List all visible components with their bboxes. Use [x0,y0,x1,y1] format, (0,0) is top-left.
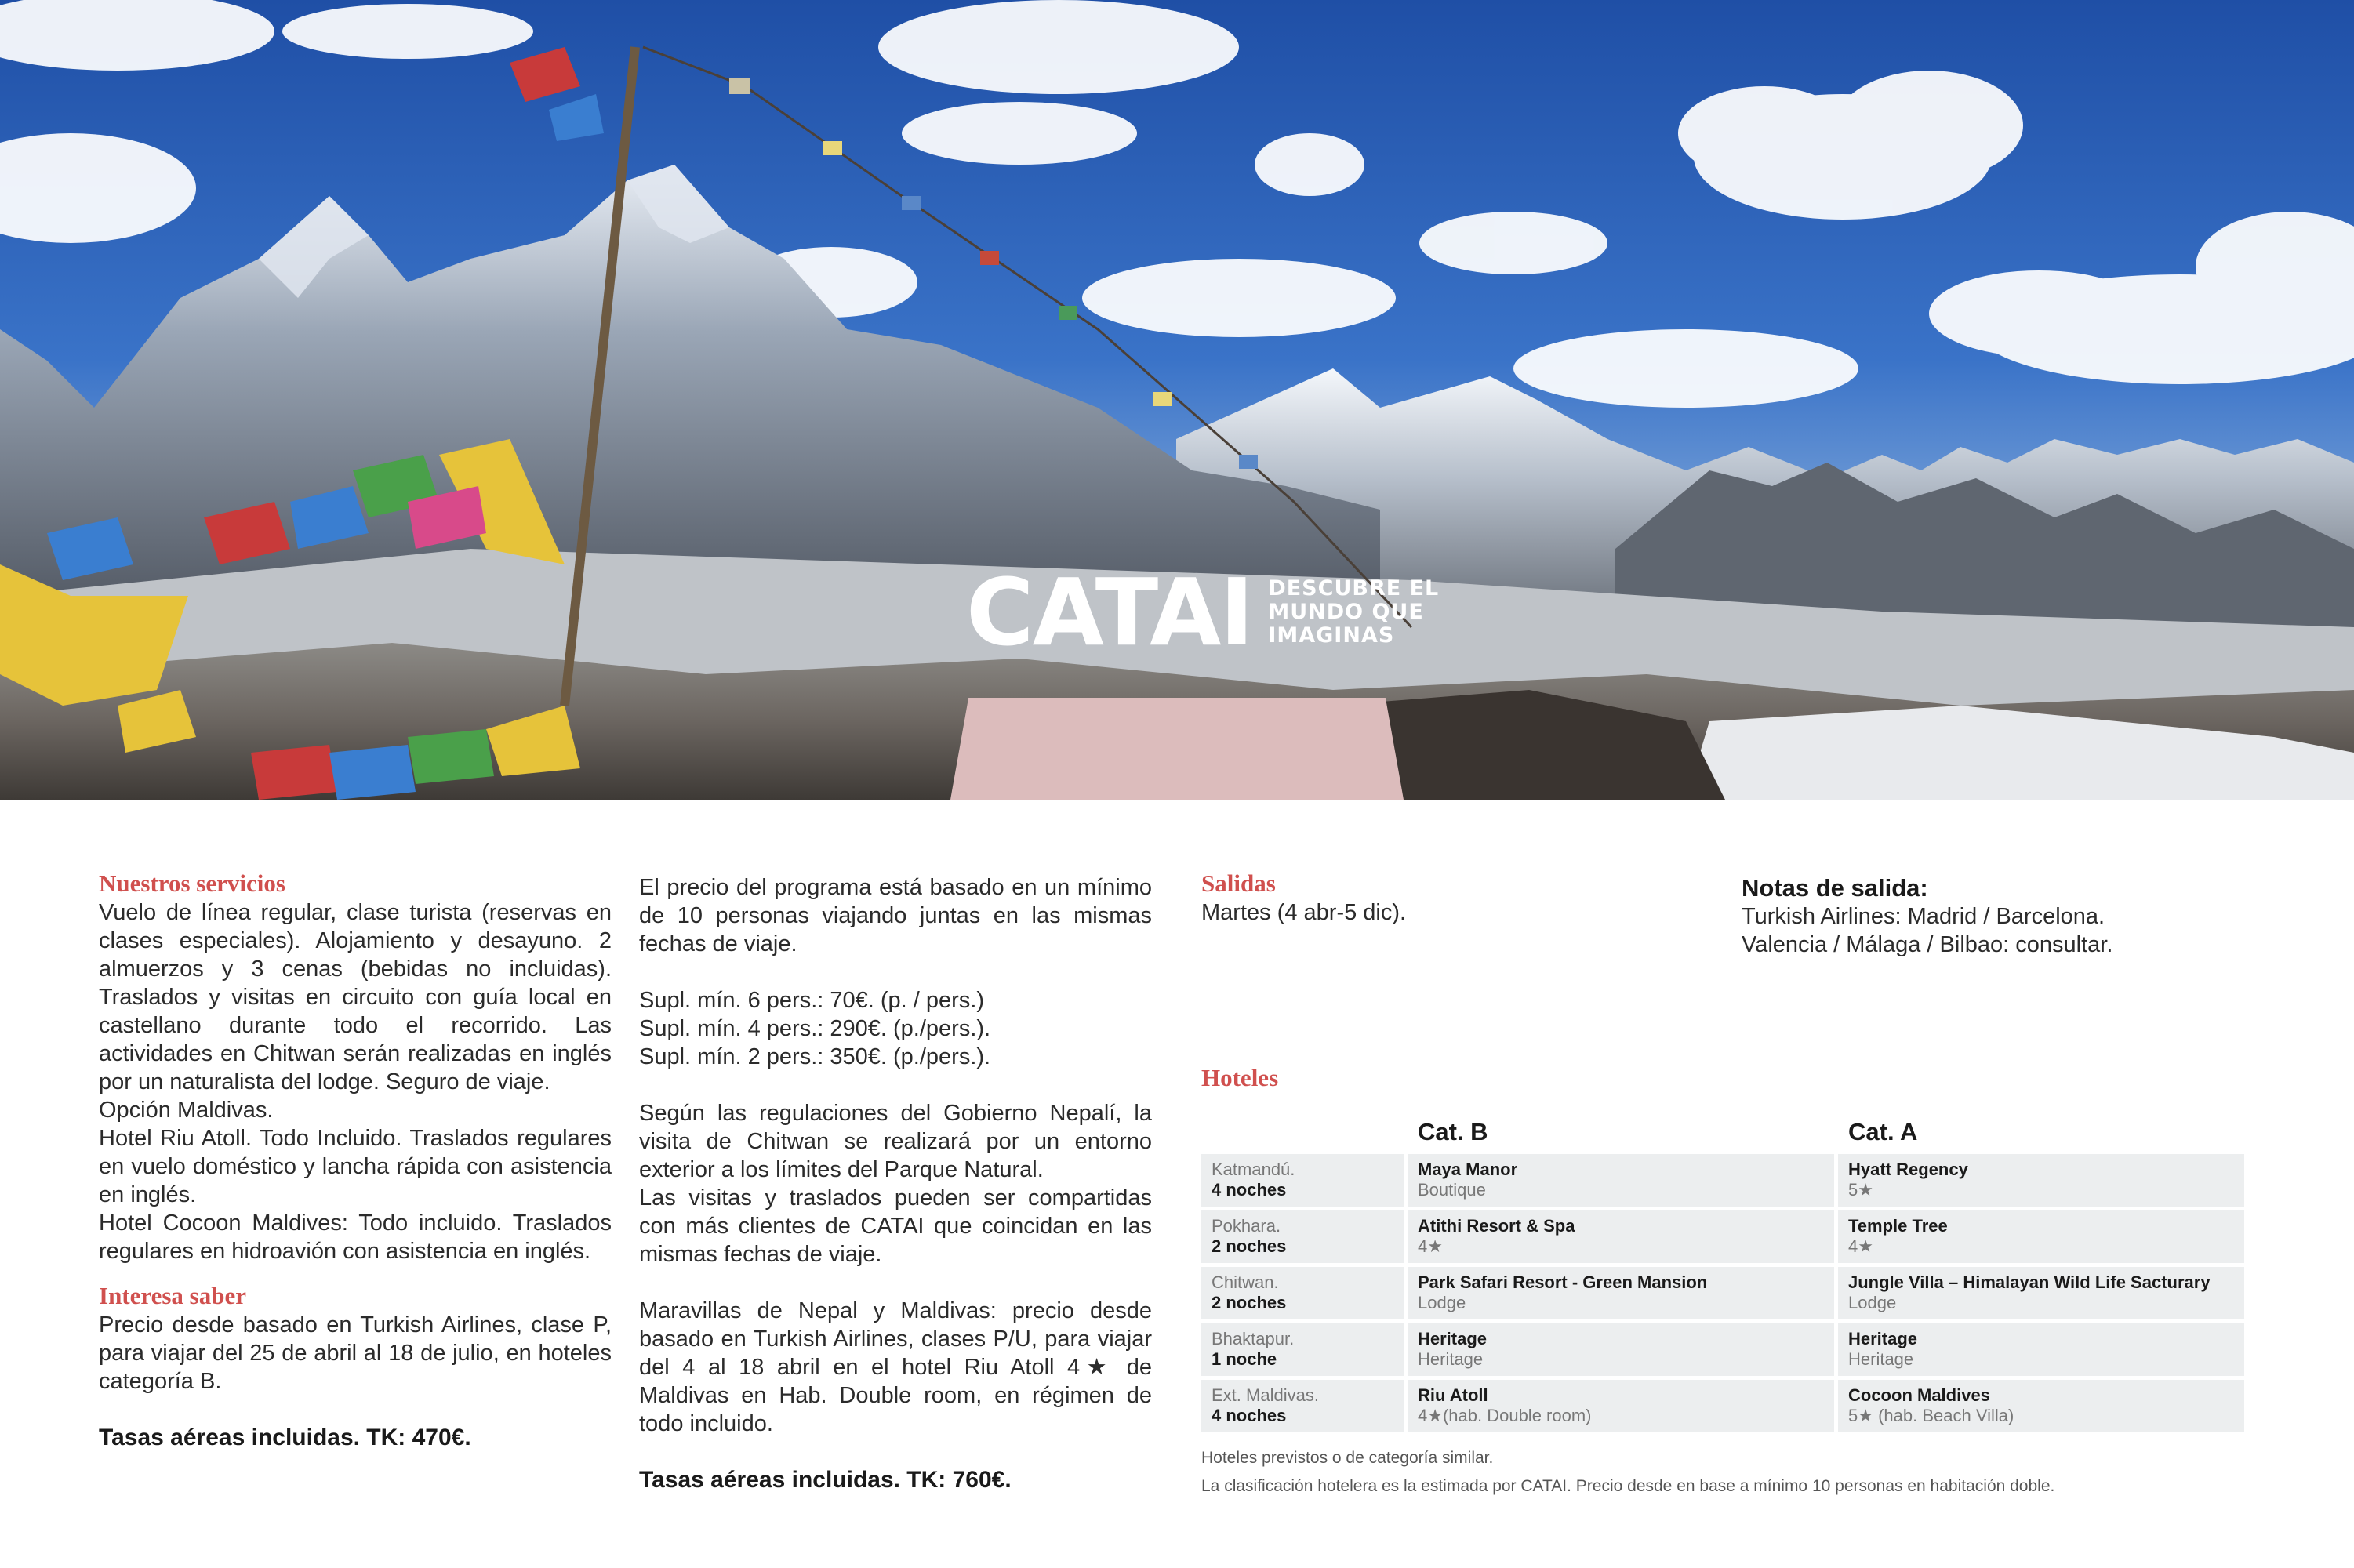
notas-title: Notas de salida: [1742,874,1928,902]
hotel-name: Temple Tree [1848,1216,1948,1236]
hotel-name: Cocoon Maldives [1848,1385,1990,1405]
regulaciones-text: Según las regulaciones del Gobierno Nepalí, la visita de Chitwan se realizará por un entorno exterior a los límites del Parque Natural. [639,1101,1152,1182]
table-row [1201,1267,2244,1319]
hotel-name: Park Safari Resort - Green Mansion [1418,1272,1708,1292]
hotel-category: Lodge [1848,1293,1897,1312]
footnote-line: La clasificación hotelera es la estimada por CATAI. Precio desde en base a mínimo 10 personas en habitación doble. [1201,1477,2055,1495]
logo-tagline [1268,577,1439,648]
servicios-title: Nuestros servicios [99,869,285,897]
tagline-line: IMAGINAS [1268,623,1395,648]
hotel-category: 5★ (hab. Beach Villa) [1848,1406,2014,1425]
cat-a-cell [1838,1380,2244,1432]
cat-a-cell [1838,1154,2244,1207]
interesa-text: Precio desde basado en Turkish Airlines, clase P, para viajar del 25 de abril al 18 de julio, en hoteles categoría B. [99,1312,612,1394]
hotel-category: 5★ [1848,1180,1873,1200]
suplemento-line: Supl. mín. 6 pers.: 70€. (p. / pers.) [639,988,985,1013]
hotel-name: Heritage [1418,1329,1488,1348]
servicios-text: Hotel Riu Atoll. Todo Incluido. Traslados regulares en vuelo doméstico y lancha rápida con asistencia en inglés. [99,1126,612,1207]
city-name: Katmandú. [1212,1160,1295,1179]
servicios-column [99,869,612,1452]
compartidas-text: Las visitas y traslados pueden ser compartidas con más clientes de CATAI que coincidan en las mismas fechas de viaje. [639,1185,1152,1267]
cat-b-cell [1408,1154,1834,1207]
cat-a-cell [1838,1267,2244,1319]
cat-b-cell [1408,1267,1834,1319]
city-cell [1201,1267,1404,1319]
logo-wordmark: CATAI [966,558,1253,666]
city-cell [1201,1154,1404,1207]
pink-tab-decoration [950,698,1404,800]
servicios-text: Hotel Cocoon Maldives: Todo incluido. Traslados regulares en hidroavión con asistencia en inglés. [99,1210,612,1264]
city-cell [1201,1380,1404,1432]
header-empty [1201,1116,1404,1150]
city-name: Bhaktapur. [1212,1329,1295,1348]
hotel-category: 4★(hab. Double room) [1418,1406,1592,1425]
precio-column [639,873,1152,1494]
suplemento-line: Supl. mín. 4 pers.: 290€. (p./pers.). [639,1016,991,1041]
suplemento-line: Supl. mín. 2 pers.: 350€. (p./pers.). [639,1044,991,1069]
hotel-footnotes [1201,1444,2054,1501]
interesa-title: Interesa saber [99,1282,246,1309]
salidas-title: Salidas [1201,869,1276,897]
hotel-category: Boutique [1418,1180,1486,1200]
hotel-name: Jungle Villa – Himalayan Wild Life Sacturary [1848,1272,2211,1292]
servicios-text: Opción Maldivas. [99,1098,274,1123]
precio-intro: El precio del programa está basado en un mínimo de 10 personas viajando juntas en las mismas fechas de viaje. [639,875,1152,956]
hotel-name: Atithi Resort & Spa [1418,1216,1575,1236]
hotel-category: Heritage [1418,1349,1484,1369]
hotel-category: 4★ [1418,1236,1443,1256]
city-nights: 2 noches [1212,1293,1287,1312]
city-nights: 1 noche [1212,1349,1277,1369]
cat-b-cell [1408,1323,1834,1376]
tasas-text: Tasas aéreas incluidas. TK: 760€. [639,1467,1012,1493]
salidas-text: Martes (4 abr-5 dic). [1201,900,1407,925]
tagline-line: MUNDO QUE [1268,600,1424,624]
cat-b-cell [1408,1380,1834,1432]
header-cat-b: Cat. B [1418,1118,1488,1145]
notas-column [1742,874,2259,959]
hotel-name: Hyatt Regency [1848,1160,1968,1179]
cat-a-cell [1838,1323,2244,1376]
notas-line: Valencia / Málaga / Bilbao: consultar. [1742,932,2113,957]
header-cat-a: Cat. A [1848,1118,1918,1145]
hotel-name: Heritage [1848,1329,1918,1348]
city-name: Ext. Maldivas. [1212,1385,1319,1405]
table-row [1201,1154,2244,1207]
tasas-text: Tasas aéreas incluidas. TK: 470€. [99,1425,471,1450]
salidas-column [1201,869,1703,927]
catai-logo [966,558,1440,666]
city-cell [1201,1210,1404,1263]
table-header-row [1201,1116,2244,1150]
tagline-line: DESCUBRE EL [1268,576,1440,601]
city-nights: 4 noches [1212,1406,1287,1425]
hoteles-title: Hoteles [1201,1064,1279,1091]
hotel-name: Maya Manor [1418,1160,1518,1179]
city-name: Chitwan. [1212,1272,1279,1292]
hotel-category: Heritage [1848,1349,1914,1369]
maravillas-text: Maravillas de Nepal y Maldivas: precio desde basado en Turkish Airlines, clases P/U, para viajar del 4 al 18 abril en el hotel Riu Atoll 4★ de Maldivas en Hab. Double room, en régimen de todo incluido. [639,1298,1152,1436]
city-nights: 4 noches [1212,1180,1287,1200]
city-cell [1201,1323,1404,1376]
city-nights: 2 noches [1212,1236,1287,1256]
city-name: Pokhara. [1212,1216,1281,1236]
hotel-name: Riu Atoll [1418,1385,1488,1405]
servicios-text: Vuelo de línea regular, clase turista (reservas en clases especiales). Alojamiento y desayuno. 2 almuerzos y 3 cenas (bebidas no incluidas). Traslados y visitas en circuito con guía local en castellano durante todo el recorrido. Las actividades en Chitwan serán realizadas en inglés por un naturalista del lodge. Seguro de viaje. [99,900,612,1094]
table-row [1201,1323,2244,1376]
cat-a-cell [1838,1210,2244,1263]
cat-b-cell [1408,1210,1834,1263]
table-row [1201,1380,2244,1432]
table-row [1201,1210,2244,1263]
footnote-line: Hoteles previstos o de categoría similar. [1201,1449,1494,1467]
hotel-category: Lodge [1418,1293,1466,1312]
hotel-category: 4★ [1848,1236,1873,1256]
notas-line: Turkish Airlines: Madrid / Barcelona. [1742,904,2105,929]
hotels-table [1197,1112,2248,1436]
